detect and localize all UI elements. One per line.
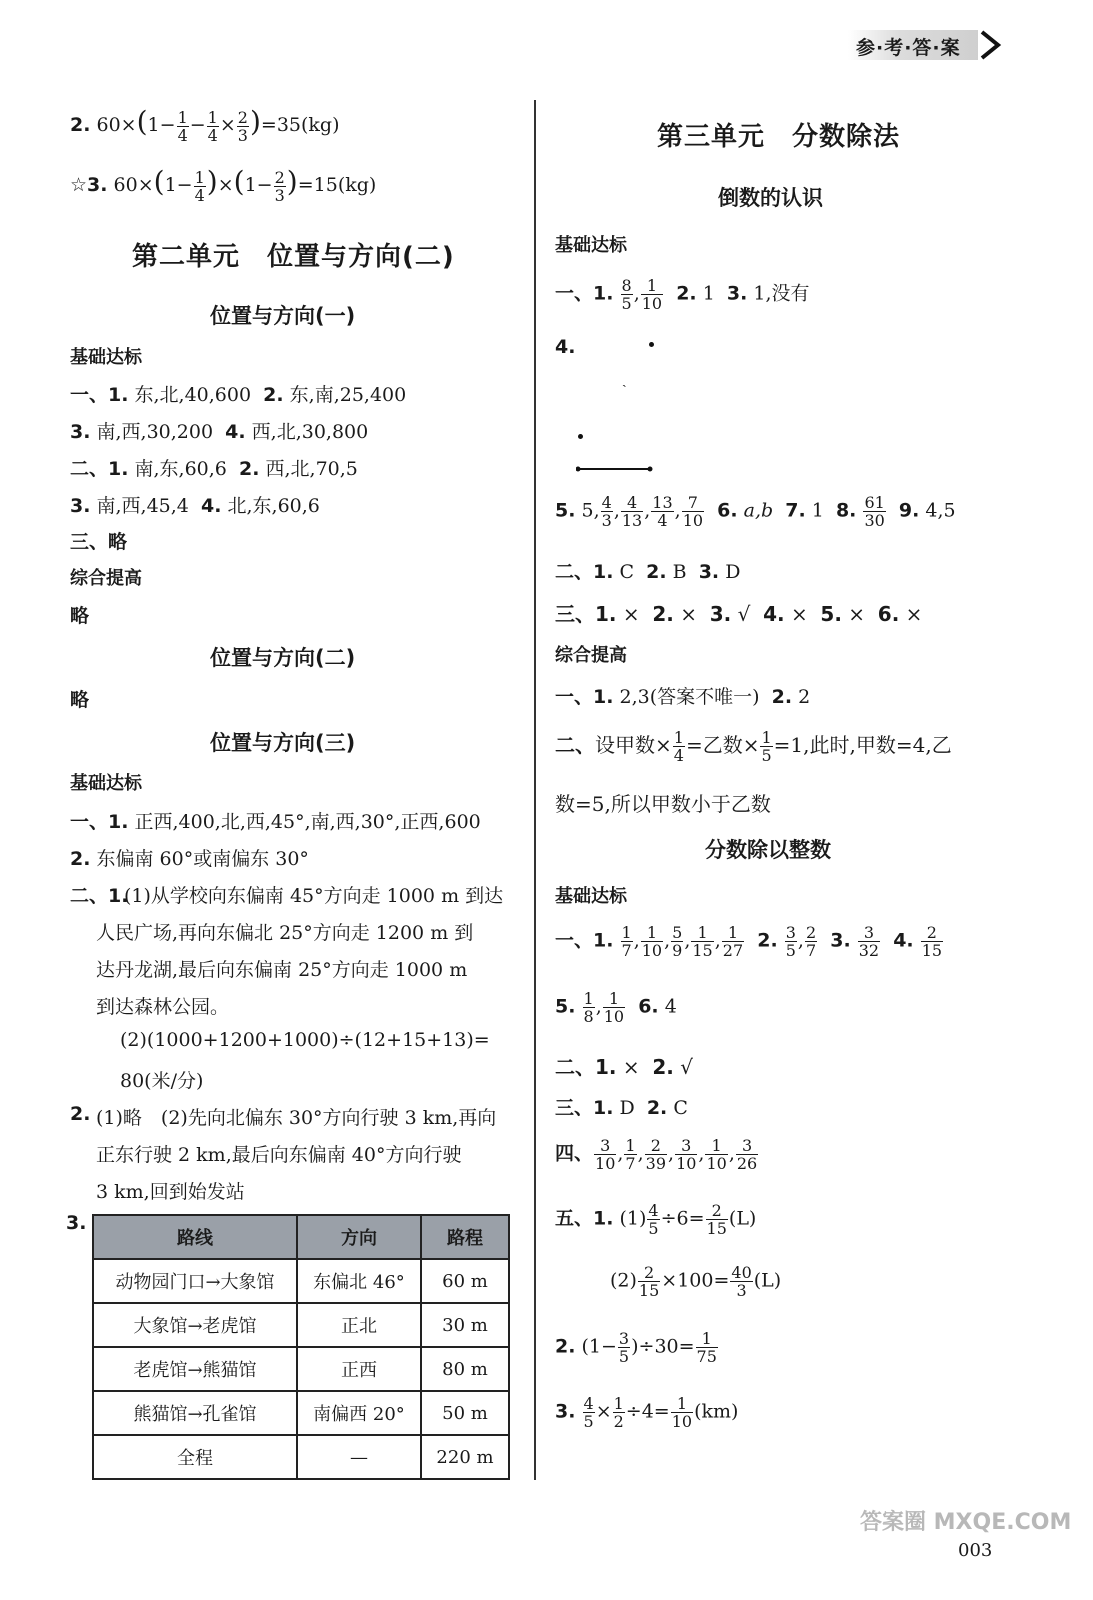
answer-text-line: 3 km,回到始发站 (96, 1181, 245, 1203)
table-cell: 老虎馆→熊猫馆 (93, 1347, 297, 1391)
answer-omitted: 略 (70, 689, 90, 711)
page-number: 003 (958, 1540, 993, 1561)
answer-text-line: (2)(1000+1200+1000)÷(12+15+13)= (120, 1029, 490, 1051)
answer-text-line: (1)略 (2)先向北偏东 30°方向行驶 3 km,再向 (96, 1107, 497, 1129)
answer-line: 数=5,所以甲数小于乙数 (555, 792, 771, 816)
section-fraction-division-title: 分数除以整数 (705, 838, 831, 862)
answer-text-line: 正东行驶 2 km,最后向东偏南 40°方向行驶 (96, 1144, 462, 1166)
figure-segment (576, 464, 654, 474)
table-cell: 正西 (297, 1347, 421, 1391)
section-reciprocal-title: 倒数的认识 (718, 186, 823, 210)
answer-line: 二、设甲数× $\frac{1}{4}$ =乙数× $\frac{1}{5}$ =1,此时,甲数=4,乙 (555, 728, 952, 765)
figure-point (578, 434, 583, 439)
watermark: 答案圈 MXQE.COM (860, 1510, 1072, 1535)
answer-line: (2) $\frac{2}{15}$ ×100= $\frac{40}{3}$ (L) (610, 1263, 782, 1300)
column-header: 方向 (297, 1215, 421, 1259)
answer-line: 五、1. (1) $\frac{4}{5}$ ÷6= $\frac{2}{15}$ (L) (555, 1201, 757, 1238)
unit-2-title: 第二单元 位置与方向(二) (132, 242, 455, 272)
table-row (93, 1259, 509, 1303)
answer-line: 一、1. 2,3(答案不唯一) 2. 2 (555, 686, 811, 708)
figure-mark: ˎ (622, 372, 627, 388)
answer-line: 3. $\frac{4}{5}$ × $\frac{1}{2}$ ÷4= $\frac{1}{10}$ (km) (555, 1394, 739, 1431)
answer-text-line: 达丹龙湖,最后向东偏南 25°方向走 1000 m (96, 959, 468, 981)
table-row (93, 1391, 509, 1435)
question-number: 4. (555, 336, 576, 358)
basic-label: 基础达标 (555, 886, 627, 907)
table-cell: 动物园门口→大象馆 (93, 1259, 297, 1303)
answer-line: 一、1. $\frac{8}{5}$ , $\frac{1}{10}$ 2. 1 3. 1,没有 (555, 276, 810, 313)
answer-line: 三、1. × 2. × 3. √ 4. × 5. × 6. × (555, 602, 923, 626)
table-cell: 全程 (93, 1435, 297, 1479)
section-position-3-title: 位置与方向(三) (210, 731, 356, 755)
left-eq-3: ☆3. 60×(1− $\frac{1}{4}$ )×(1− $\frac{2}{3}$ )=15(kg) (70, 165, 377, 205)
answer-line: 二、1. 南,东,60,6 2. 西,北,70,5 (70, 458, 358, 480)
answer-line: 3. 南,西,45,4 4. 北,东,60,6 (70, 495, 320, 517)
question-number: 2. (70, 1103, 91, 1125)
answer-line: 一、1. 正西,400,北,西,45°,南,西,30°,正西,600 (70, 811, 481, 833)
column-header: 路程 (421, 1215, 509, 1259)
table-cell: 大象馆→老虎馆 (93, 1303, 297, 1347)
answer-text-line: 到达森林公园。 (96, 996, 230, 1018)
answer-line: 一、1. 东,北,40,600 2. 东,南,25,400 (70, 384, 407, 406)
unit-3-title: 第三单元 分数除法 (657, 122, 901, 152)
header-label: 参·考·答·案 (856, 37, 961, 59)
question-number: 二、1. (70, 885, 129, 907)
column-divider (534, 100, 536, 1480)
table-cell: 南偏西 20° (297, 1391, 421, 1435)
left-eq-2: 2. 60×(1− $\frac{1}{4}$ − $\frac{1}{4}$ × $\frac{2}{3}$ )=35(kg) (70, 105, 340, 145)
answer-line: 2. 东偏南 60°或南偏东 30° (70, 848, 309, 870)
answer-line: 一、1. $\frac{1}{7}$ , $\frac{1}{10}$ , $\frac{5}{9}$ , $\frac{1}{15}$ , $\frac{1}{27}$ 2. $\frac{3}{5}$ , $\frac{2}{7}$ 3. $\frac{3}{32}$ 4. $\frac{2}{15}$ (555, 923, 943, 960)
table-cell: 220 m (421, 1435, 509, 1479)
answer-text-line: (1)从学校向东偏南 45°方向走 1000 m 到达 (124, 885, 504, 907)
figure-point (649, 342, 654, 347)
table-cell: 50 m (421, 1391, 509, 1435)
table-row (93, 1347, 509, 1391)
answer-text-line: 人民广场,再向东偏北 25°方向走 1200 m 到 (96, 922, 474, 944)
table-cell: 熊猫馆→孔雀馆 (93, 1391, 297, 1435)
table-cell: 正北 (297, 1303, 421, 1347)
answer-line: 四、 $\frac{3}{10}$ , $\frac{1}{7}$ , $\frac{2}{39}$ , $\frac{3}{10}$ , $\frac{1}{10}$ , $\frac{3}{26}$ (555, 1136, 758, 1173)
table-cell: — (297, 1435, 421, 1479)
question-number: 3. (66, 1212, 87, 1234)
chevron-right-icon (978, 30, 1004, 60)
answer-line: 三、略 (70, 531, 128, 553)
advanced-label: 综合提高 (70, 568, 142, 589)
basic-label: 基础达标 (555, 235, 627, 256)
basic-label: 基础达标 (70, 773, 142, 794)
table-row (93, 1303, 509, 1347)
answer-text-line: 80(米/分) (120, 1070, 204, 1092)
table-cell: 80 m (421, 1347, 509, 1391)
answer-line: 3. 南,西,30,200 4. 西,北,30,800 (70, 421, 369, 443)
page-header (848, 30, 1008, 60)
answer-line: 5. 5, $\frac{4}{3}$ , $\frac{4}{13}$ , $\frac{13}{4}$ , $\frac{7}{10}$ 6. a,b 7. 1 8. $\frac{61}{30}$ 9. 4,5 (555, 493, 956, 530)
answer-line: 三、1. D 2. C (555, 1097, 688, 1119)
table-row (93, 1435, 509, 1479)
table-cell: 60 m (421, 1259, 509, 1303)
answer-line: 二、1. C 2. B 3. D (555, 561, 741, 583)
table-cell: 东偏北 46° (297, 1259, 421, 1303)
basic-label: 基础达标 (70, 347, 142, 368)
answer-omitted: 略 (70, 605, 90, 627)
table-header-row (93, 1215, 509, 1259)
advanced-label: 综合提高 (555, 645, 627, 666)
section-position-1-title: 位置与方向(一) (210, 304, 356, 328)
column-header: 路线 (93, 1215, 297, 1259)
answer-line: 2. (1− $\frac{3}{5}$ )÷30= $\frac{1}{75}$ (555, 1329, 717, 1366)
answer-line: 二、1. × 2. √ (555, 1055, 693, 1079)
section-position-2-title: 位置与方向(二) (210, 646, 356, 670)
table-cell: 30 m (421, 1303, 509, 1347)
route-table (92, 1214, 510, 1480)
answer-line: 5. $\frac{1}{8}$ , $\frac{1}{10}$ 6. 4 (555, 989, 677, 1026)
